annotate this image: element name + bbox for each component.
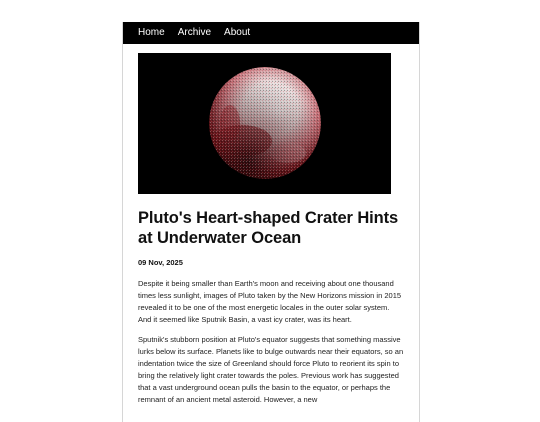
nav-home-link[interactable]: Home bbox=[138, 27, 165, 38]
nav-archive-link[interactable]: Archive bbox=[177, 27, 212, 38]
article-title: Pluto's Heart-shaped Crater Hints at Underwater Ocean bbox=[138, 209, 399, 247]
top-navbar bbox=[123, 22, 419, 44]
nav-about-link[interactable]: About bbox=[224, 27, 251, 38]
article-paragraph: Despite it being smaller than Earth's moon and receiving about one thousand times less sunlight, images of Pluto taken by the New Horizons mission in 2015 revealed it to be one of the most energetic locales in the outer solar system. And it seemed like Sputnik Basin, a vast icy crater, was its heart. bbox=[138, 279, 402, 324]
pluto-planet-image bbox=[138, 53, 391, 194]
page-container bbox=[122, 22, 420, 422]
hero-image bbox=[138, 53, 391, 194]
article-date: 09 Nov, 2025 bbox=[138, 258, 183, 267]
article-paragraph: Sputnik's stubborn position at Pluto's equator suggests that something massive lurks below its surface. Planets like to bulge outwards near their equators, so an indentation twice the size of Greenland should force Pluto to reorient its spin to bring the relatively light crater towards the poles. Previous work has suggested that a vast underground ocean pulls the basin to the equator, or perhaps the remnant of an ancient metal asteroid. However, a new bbox=[138, 335, 404, 404]
article-content bbox=[138, 208, 404, 414]
